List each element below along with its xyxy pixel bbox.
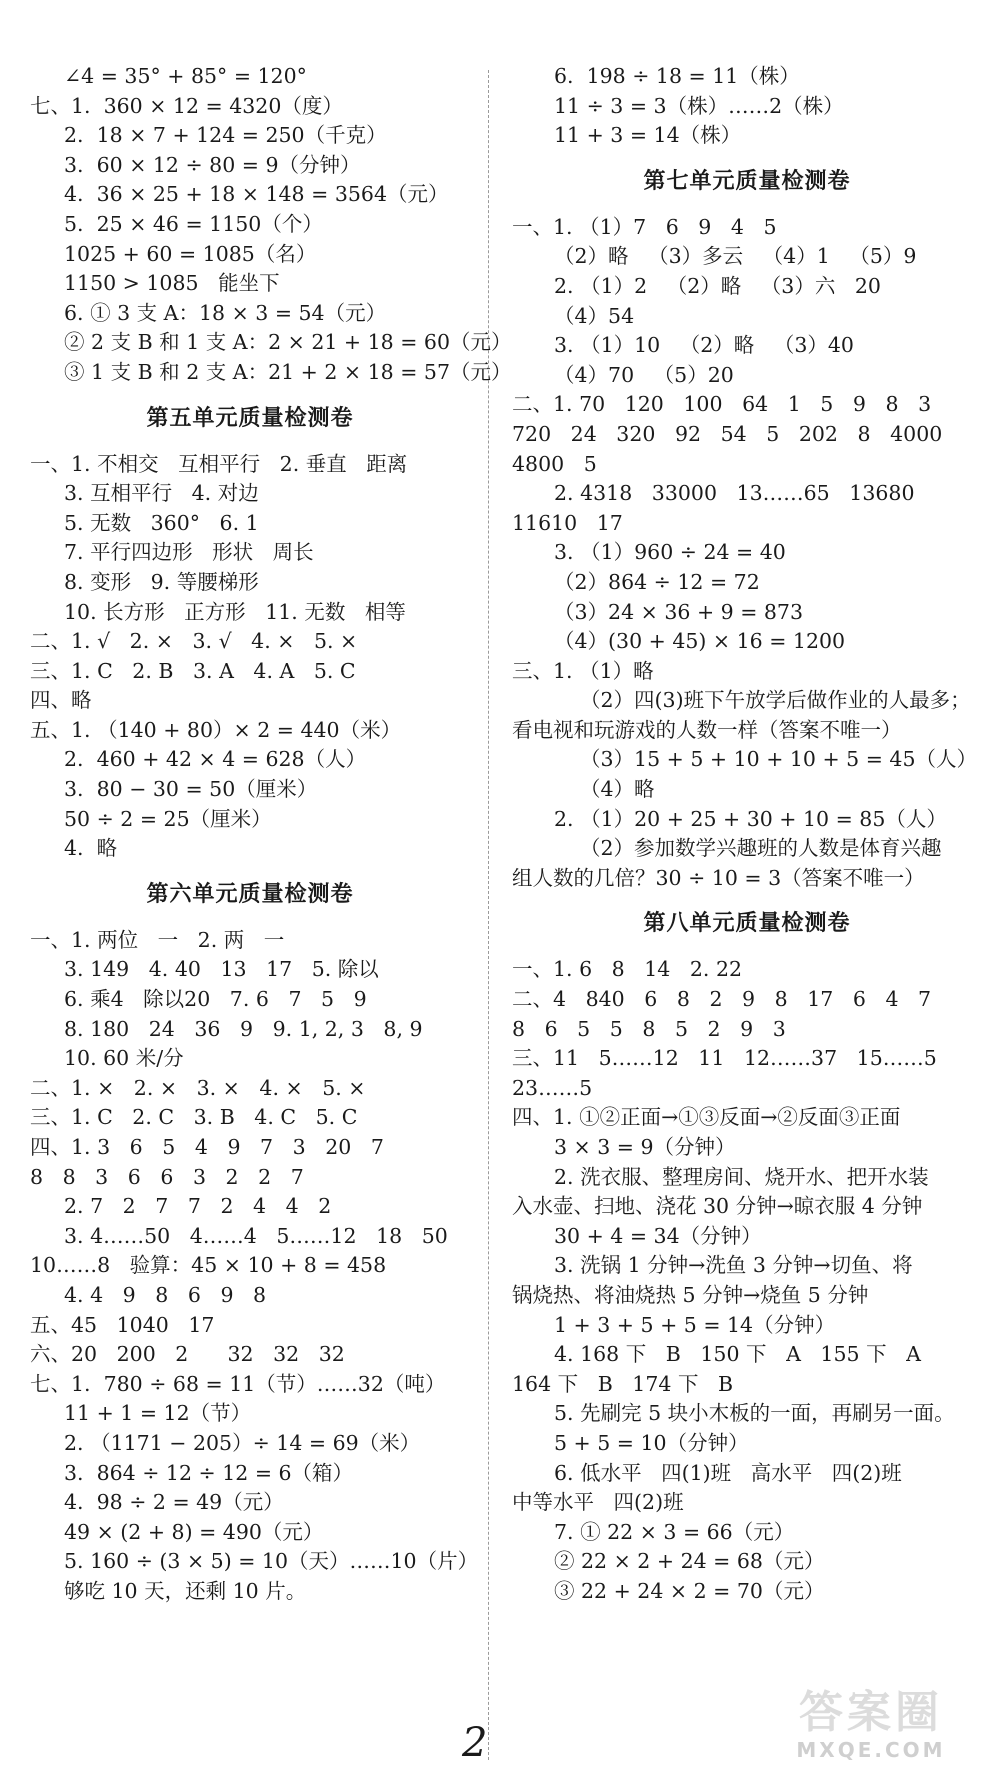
answer-line: 看电视和玩游戏的人数一样（答案不唯一） xyxy=(512,717,902,742)
section-heading: 第五单元质量检测卷 xyxy=(146,405,354,431)
answer-line: 4. 4 9 8 6 9 8 xyxy=(64,1282,267,1307)
answer-line: 1 + 3 + 5 + 5 = 14（分钟） xyxy=(554,1312,836,1337)
answer-line: 3. （1）960 ÷ 24 = 40 xyxy=(554,540,786,565)
answer-line: 入水壶、扫地、浇花 30 分钟→晾衣服 4 分钟 xyxy=(512,1194,923,1219)
answer-line: 3. 149 4. 40 13 17 5. 除以 xyxy=(64,957,379,982)
answer-line: （2）四(3)班下午放学后做作业的人最多； xyxy=(580,688,971,713)
answer-line: 锅烧热、将油烧热 5 分钟→烧鱼 5 分钟 xyxy=(512,1282,869,1307)
answer-line: 3. 4……50 4……4 5……12 18 50 xyxy=(64,1223,448,1248)
section-heading: 第七单元质量检测卷 xyxy=(643,168,851,194)
answer-line: 七、1. 360 × 12 = 4320（度） xyxy=(30,93,343,118)
answer-line: 一、1. 两位 一 2. 两 一 xyxy=(30,927,285,952)
answer-line: 5. 160 ÷ (3 × 5) = 10（天）……10（片） xyxy=(64,1549,479,1574)
answer-line: 8 8 3 6 6 3 2 2 7 xyxy=(30,1164,304,1189)
answer-line: 4. 略 xyxy=(64,836,118,861)
answer-line: 2. （1）2 （2）略 （3）六 20 xyxy=(554,273,881,298)
answer-line: 3. 互相平行 4. 对边 xyxy=(64,481,259,506)
answer-line: （2）864 ÷ 12 = 72 xyxy=(554,569,760,594)
answer-line: 4. 168 下 B 150 下 A 155 下 A xyxy=(554,1342,921,1367)
section-heading: 第八单元质量检测卷 xyxy=(643,911,851,937)
answer-line: 6. ① 3 支 A：18 × 3 = 54（元） xyxy=(64,300,387,325)
answer-line: 6. 低水平 四(1)班 高水平 四(2)班 xyxy=(554,1460,902,1485)
answer-line: 一、1. 不相交 互相平行 2. 垂直 距离 xyxy=(30,451,408,476)
answer-line: 3. 864 ÷ 12 ÷ 12 = 6（箱） xyxy=(64,1460,354,1485)
answer-line: 2. 7 2 7 7 2 4 4 2 xyxy=(64,1194,332,1219)
answer-line: 8. 180 24 36 9 9. 1, 2, 3 8, 9 xyxy=(64,1016,423,1041)
answer-line: 一、1. 6 8 14 2. 22 xyxy=(512,957,743,982)
answer-line: 4800 5 xyxy=(512,451,597,476)
answer-line: 8. 变形 9. 等腰梯形 xyxy=(64,569,259,594)
answer-line: ③ 22 + 24 × 2 = 70（元） xyxy=(554,1578,825,1603)
answer-line: 7. ① 22 × 3 = 66（元） xyxy=(554,1519,795,1544)
left-column xyxy=(30,62,512,1607)
answer-line: （4）70 （5）20 xyxy=(554,362,734,387)
answer-line: 1025 + 60 = 1085（名） xyxy=(64,241,317,266)
answer-line: 7. 平行四边形 形状 周长 xyxy=(64,540,314,565)
watermark-top: 答案圈 xyxy=(799,1687,943,1738)
answer-line: 三、11 5……12 11 12……37 15……5 xyxy=(512,1046,937,1071)
answer-line: 四、1. ①②正面→①③反面→②反面③正面 xyxy=(512,1105,901,1130)
answer-line: 10……8 验算：45 × 10 + 8 = 458 xyxy=(30,1253,387,1278)
answer-line: 4. 36 × 25 + 18 × 148 = 3564（元） xyxy=(64,182,449,207)
answer-line: 3 × 3 = 9（分钟） xyxy=(554,1135,736,1159)
answer-line: 五、45 1040 17 xyxy=(30,1312,215,1337)
answer-line: 8 6 5 5 8 5 2 9 3 xyxy=(512,1016,786,1041)
answer-line: （2）略 （3）多云 （4）1 （5）9 xyxy=(554,244,917,269)
answer-line: 11 ÷ 3 = 3（株）……2（株） xyxy=(554,93,844,118)
answer-line: 23……5 xyxy=(512,1075,593,1100)
answer-line: 5. 无数 360° 6. 1 xyxy=(64,510,259,535)
answer-line: 4. 98 ÷ 2 = 49（元） xyxy=(64,1490,284,1515)
answer-line: 1150 > 1085 能坐下 xyxy=(64,271,280,296)
answer-line: 三、1. C 2. C 3. B 4. C 5. C xyxy=(30,1105,358,1130)
watermark-bottom: MXQE.COM xyxy=(796,1738,946,1762)
answer-line: （3）15 + 5 + 10 + 10 + 5 = 45（人） xyxy=(580,747,978,772)
answer-line: 六、20 200 2 32 32 32 xyxy=(30,1342,345,1367)
answer-line: 三、1. C 2. B 3. A 4. A 5. C xyxy=(30,658,356,683)
answer-line: 二、4 840 6 8 2 9 8 17 6 4 7 xyxy=(512,987,932,1012)
answer-line: 720 24 320 92 54 5 202 8 4000 xyxy=(512,421,943,446)
answer-line: 2. （1171 − 205）÷ 14 = 69（米） xyxy=(64,1430,421,1455)
answer-line: （4）54 xyxy=(554,303,635,328)
right-column xyxy=(512,62,982,1607)
answer-line: 组人数的几倍？30 ÷ 10 = 3（答案不唯一） xyxy=(512,865,925,890)
answer-line: 11 + 3 = 14（株） xyxy=(554,123,742,148)
answer-line: 11 + 1 = 12（节） xyxy=(64,1401,252,1426)
watermark-logo xyxy=(756,1687,986,1767)
answer-line: （4）略 xyxy=(580,777,655,802)
answer-line: ③ 1 支 B 和 2 支 A：21 + 2 × 18 = 57（元） xyxy=(64,359,512,384)
answer-line: 三、1. （1）略 xyxy=(512,658,654,683)
answer-line: 二、1. × 2. × 3. × 4. × 5. × xyxy=(30,1075,366,1100)
answer-line: 2. 460 + 42 × 4 = 628（人） xyxy=(64,747,367,772)
answer-line: ② 22 × 2 + 24 = 68（元） xyxy=(554,1549,825,1574)
answer-line: 二、1. 70 120 100 64 1 5 9 8 3 xyxy=(512,392,932,417)
answer-line: 3. 60 × 12 ÷ 80 = 9（分钟） xyxy=(64,152,361,177)
answer-line: 30 + 4 = 34（分钟） xyxy=(554,1223,762,1248)
answer-line: 2. 18 × 7 + 124 = 250（千克） xyxy=(64,123,387,148)
answer-line: （2）参加数学兴趣班的人数是体育兴趣 xyxy=(580,836,942,861)
answer-line: 四、1. 3 6 5 4 9 7 3 20 7 xyxy=(30,1135,384,1159)
answer-line: （4）(30 + 45) × 16 = 1200 xyxy=(554,629,846,654)
answer-line: 3. （1）10 （2）略 （3）40 xyxy=(554,333,854,358)
section-heading: 第六单元质量检测卷 xyxy=(146,881,354,907)
page-number: 2 xyxy=(462,1720,488,1766)
answer-line: 49 × (2 + 8) = 490（元） xyxy=(64,1519,324,1544)
column-divider xyxy=(488,70,489,1760)
answer-line: 164 下 B 174 下 B xyxy=(512,1371,734,1396)
answer-line: 6. 198 ÷ 18 = 11（株） xyxy=(554,64,800,88)
answer-line: 10. 长方形 正方形 11. 无数 相等 xyxy=(64,599,406,624)
answer-line: 5. 先刷完 5 块小木板的一面，再刷另一面。 xyxy=(554,1401,955,1426)
answer-line: 二、1. √ 2. × 3. √ 4. × 5. × xyxy=(30,629,358,654)
answer-line: 够吃 10 天，还剩 10 片。 xyxy=(64,1578,307,1603)
answer-line: 5. 25 × 46 = 1150（个） xyxy=(64,211,323,236)
answer-line: 6. 乘4 除以20 7. 6 7 5 9 xyxy=(64,987,367,1012)
answer-line: ② 2 支 B 和 1 支 A：2 × 21 + 18 = 60（元） xyxy=(64,330,512,355)
answer-line: （3）24 × 36 + 9 = 873 xyxy=(554,599,804,624)
answer-line: 七、1. 780 ÷ 68 = 11（节）……32（吨） xyxy=(30,1371,446,1396)
answer-line: 2. 洗衣服、整理房间、烧开水、把开水装 xyxy=(554,1164,929,1189)
answer-line: 中等水平 四(2)班 xyxy=(512,1490,684,1515)
answer-line: 2. 4318 33000 13……65 13680 xyxy=(554,481,915,506)
answer-line: 3. 80 − 30 = 50（厘米） xyxy=(64,777,318,802)
answer-line: 50 ÷ 2 = 25（厘米） xyxy=(64,806,272,831)
answer-line: ∠4 = 35° + 85° = 120° xyxy=(64,64,307,88)
answer-line: 10. 60 米/分 xyxy=(64,1046,184,1071)
answer-line: 2. （1）20 + 25 + 30 + 10 = 85（人） xyxy=(554,806,947,831)
answer-line: 五、1. （140 + 80）× 2 = 440（米） xyxy=(30,717,402,742)
answer-line: 5 + 5 = 10（分钟） xyxy=(554,1430,749,1455)
answer-line: 11610 17 xyxy=(512,510,623,535)
answer-line: 四、略 xyxy=(30,688,92,713)
answer-line: 3. 洗锅 1 分钟→洗鱼 3 分钟→切鱼、将 xyxy=(554,1253,913,1278)
answer-line: 一、1. （1）7 6 9 4 5 xyxy=(512,214,777,239)
